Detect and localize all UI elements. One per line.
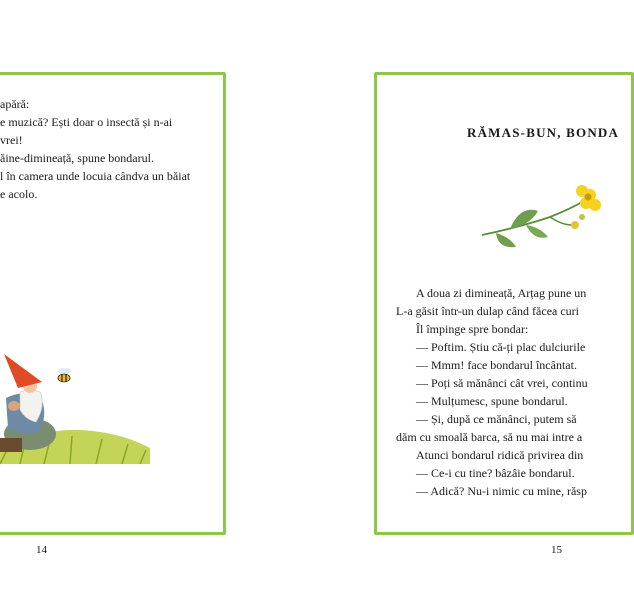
text-line: apără: bbox=[0, 97, 30, 111]
leaf bbox=[510, 210, 538, 229]
text-line: — Poți să mănânci cât vrei, continu bbox=[416, 376, 588, 390]
leaf bbox=[496, 233, 516, 247]
left-page-text bbox=[0, 95, 225, 203]
right-page bbox=[300, 0, 620, 600]
text-line: A doua zi dimineață, Arțag pune un bbox=[416, 286, 587, 300]
text-line: — Mulțumesc, spune bondarul. bbox=[416, 394, 568, 408]
bee-icon bbox=[58, 368, 71, 382]
text-line: Atunci bondarul ridică privirea din bbox=[416, 448, 584, 462]
flower-icon bbox=[576, 185, 601, 211]
leaf bbox=[526, 225, 548, 238]
right-page-text bbox=[396, 284, 588, 500]
text-line: e acolo. bbox=[0, 187, 38, 201]
text-line: ăine-dimineață, spune bondarul. bbox=[0, 151, 154, 165]
left-page bbox=[0, 0, 300, 600]
flower-bud bbox=[571, 221, 579, 229]
buttercup-illustration bbox=[480, 175, 600, 265]
gnome-boot bbox=[0, 438, 22, 452]
gnome-hat bbox=[4, 354, 42, 388]
text-line: — Poftim. Știu că-ți plac dulciurile bbox=[416, 340, 586, 354]
flower-bud bbox=[579, 214, 585, 220]
text-line: L-a găsit într-un dulap când făcea curi bbox=[396, 304, 580, 318]
text-line: — Și, după ce mănânci, putem să bbox=[416, 412, 577, 426]
chapter-title: RĂMAS-BUN, BONDA bbox=[467, 125, 620, 140]
text-line: — Ce-i cu tine? bâzâie bondarul. bbox=[416, 466, 575, 480]
text-line: dăm cu smoală barca, să nu mai intre a bbox=[396, 430, 583, 444]
text-line: — Adică? Nu-i nimic cu mine, răsp bbox=[416, 484, 587, 498]
text-line: vrei! bbox=[0, 133, 23, 147]
text-line: l în camera unde locuia cândva un băiat bbox=[0, 169, 191, 183]
gnome-illustration bbox=[0, 340, 170, 470]
text-line: — Mmm! face bondarul încântat. bbox=[416, 358, 577, 372]
text-line: e muzică? Ești doar o insectă și n-ai bbox=[0, 115, 173, 129]
gnome-hand bbox=[8, 401, 20, 411]
page-number: 15 bbox=[551, 544, 562, 556]
text-line: Îl împinge spre bondar: bbox=[416, 322, 529, 336]
page-number: 14 bbox=[36, 544, 47, 556]
